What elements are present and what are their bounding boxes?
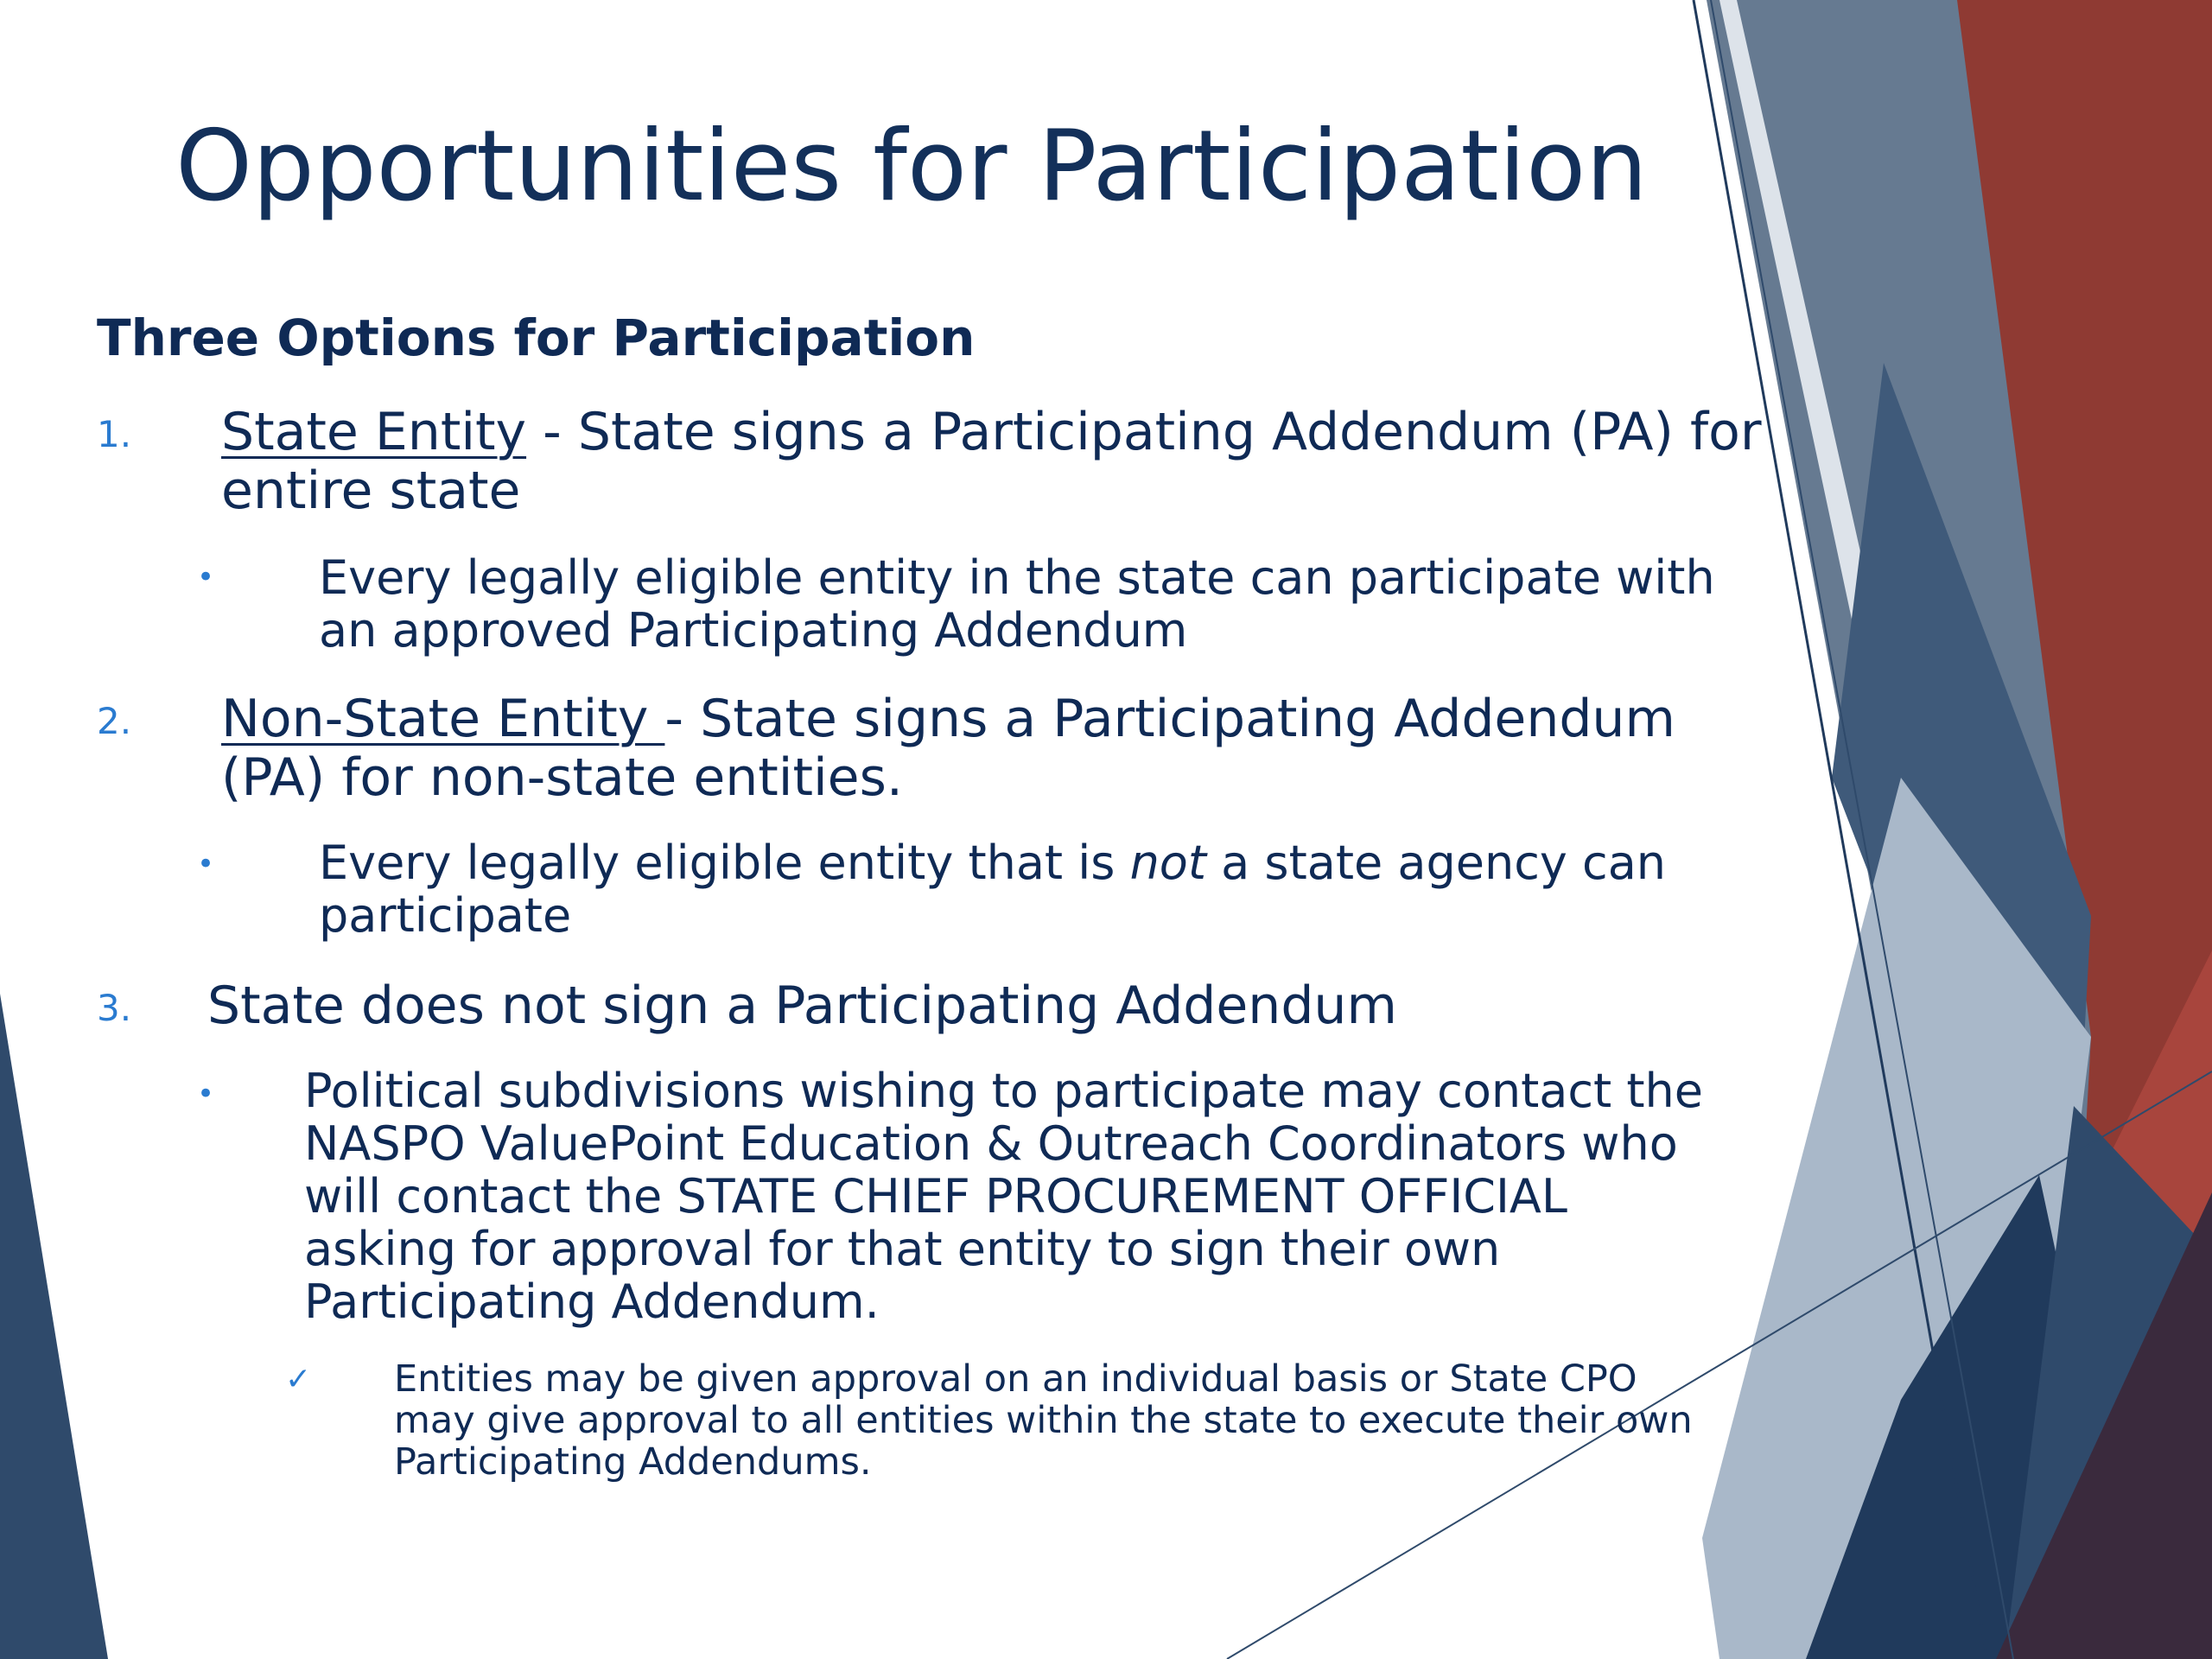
option-2-bullet-pre: Every legally eligible entity that is: [319, 836, 1130, 890]
option-1-text: [221, 403, 1777, 520]
option-3-subpoint: Entities may be given approval on an individual basis or State CPO may give approval to all entities within the state to execute their own Participating Addendums.: [394, 1357, 1693, 1484]
section-heading: Three Options for Participation: [97, 308, 976, 367]
checkmark-icon: ✓: [285, 1362, 312, 1397]
option-2-text: [221, 690, 1777, 807]
option-2-description: - State signs a Participating Addendum (PA) for non-state entities.: [221, 689, 1675, 808]
left-edge-shape: [0, 994, 108, 1659]
option-1-number: 1.: [97, 413, 132, 455]
option-2-number: 2.: [97, 700, 132, 742]
option-2-bullet-post: a state agency can participate: [319, 836, 1667, 943]
option-2-bullet-emphasis: not: [1129, 836, 1207, 890]
bullet-icon: •: [197, 1077, 215, 1111]
option-1-bullet: Every legally eligible entity in the state can participate with an approved Participating Addendum: [319, 550, 1715, 658]
option-3-bullet: Political subdivisions wishing to participate may contact the NASPO ValuePoint Education & Outreach Coordinators who will contact the STATE CHIEF PROCUREMENT OFFICIAL asking for approval for that entity to sign their own Participating Addendum.: [304, 1064, 1703, 1329]
option-3-number: 3.: [97, 987, 132, 1029]
bullet-icon: •: [197, 847, 215, 881]
option-2-label: Non-State Entity: [221, 689, 665, 749]
option-2-bullet: [319, 836, 1667, 942]
bullet-icon: •: [197, 560, 215, 594]
option-1-label: State Entity: [221, 402, 527, 462]
option-3-text: State does not sign a Participating Addendum: [207, 976, 1397, 1036]
slide-title: Opportunities for Participation: [175, 109, 1648, 223]
option-1-description: - State signs a Participating Addendum (PA) for entire state: [221, 402, 1762, 521]
